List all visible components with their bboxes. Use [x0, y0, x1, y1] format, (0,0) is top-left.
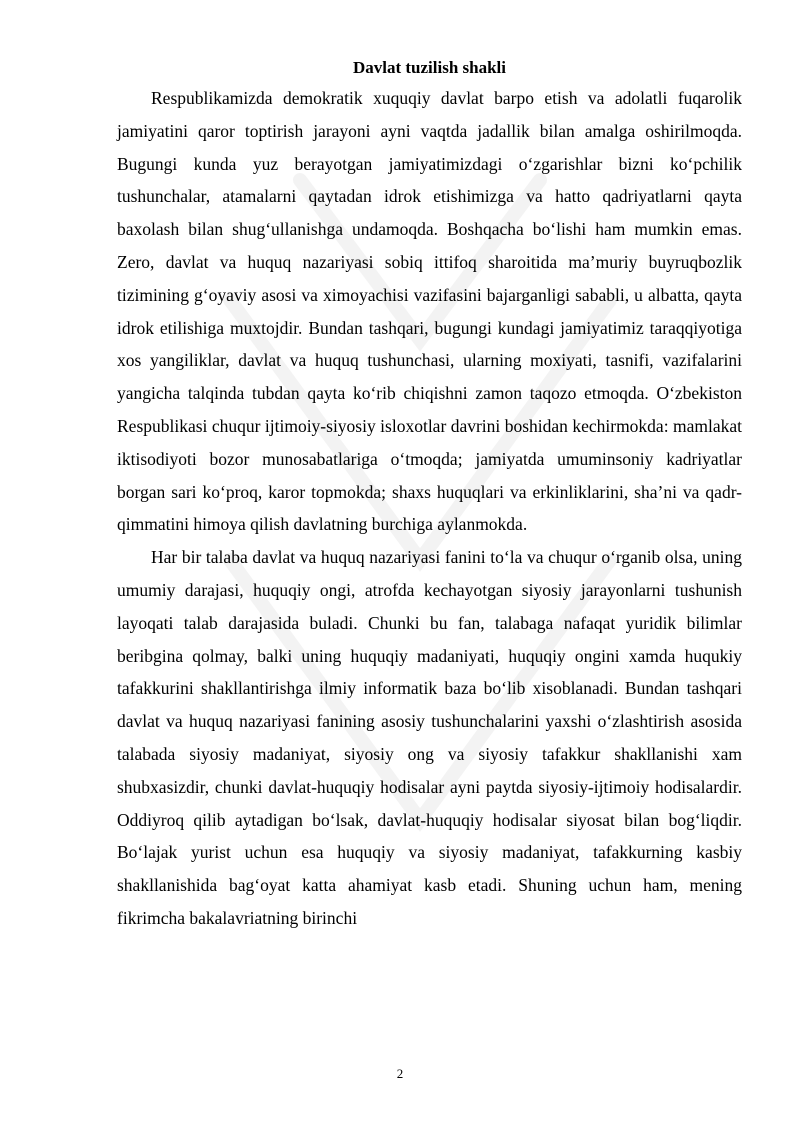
page-number: 2 — [396, 1066, 404, 1081]
paragraph-2: Har bir talaba davlat va huquq nazariyasi fanini toʻla va chuqur oʻrganib olsa, uning umumiy darajasi, huquqiy ongi, atrofda kechayotgan siyosiy jarayonlarni tushunish layoqati talab darajasida buladi. Chunki bu fan, talabaga nafaqat yuridik bilimlar beribgina qolmay, balki uning huquqiy madaniyati, huquqiy ongini xamda huqukiy tafakkurini shakllantirishga ilmiy informatik baza boʻlib xisoblanadi. Bundan tashqari davlat va huquq nazariyasi fanining asosiy tushunchalarini yaxshi oʻzlashtirish asosida talabada siyosiy madaniyat, siyosiy ong va siyosiy tafakkur shakllanishi xam shubxasizdir, chunki davlat-huquqiy hodisalar ayni paytda siyosiy-ijtimoiy hodisalardir. Oddiyroq qilib aytadigan boʻlsak, davlat-huquqiy hodisalar siyosat bilan bogʻliqdir. Boʻlajak yurist uchun esa huquqiy va siyosiy madaniyat, tafakkurning kasbiy shakllanishida bagʻoyat katta ahamiyat kasb etadi. Shuning uchun ham, mening fikrimcha bakalavriatning birinchi — [117, 547, 742, 928]
paragraph-1: Respublikamizda demokratik xuquqiy davlat barpo etish va adolatli fuqarolik jamiyatini qaror toptirish jarayoni ayni vaqtda jadallik bilan amalga oshirilmoqda. Bugungi kunda yuz berayotgan jamiyatimizdagi oʻzgarishlar bizni koʻpchilik tushunchalar, atamalarni qaytadan idrok etishimizga va hatto qadriyatlarni qayta baxolash bilan shugʻullanishga undamoqda. Boshqacha boʻlishi ham mumkin emas. Zero, davlat va huquq nazariyasi sobiq ittifoq sharoitida maʼmuriy buyruqbozlik tizimining gʻoyaviy asosi va ximoyachisi vazifasini bajarganligi sababli, u albatta, qayta idrok etilishiga muxtojdir. Bundan tashqari, bugungi kundagi jamiyatimiz taraqqiyotiga xos yangiliklar, davlat va huquq tushunchasi, ularning moxiyati, tasnifi, vazifalarini yangicha talqinda tubdan qayta koʻrib chiqishni zamon taqozo etmoqda. Oʻzbekiston Respublikasi chuqur ijtimoiy-siyosiy isloxotlar davrini boshidan kechirmokda: mamlakat iktisodiyoti bozor munosabatlariga oʻtmoqda; jamiyatda umuminsoniy kadriyatlar borgan sari koʻproq, karor topmokda; shaxs huquqlari va erkinliklarini, shaʼni va qadr-qimmatini himoya qilish davlatning burchiga aylanmokda. — [117, 88, 742, 535]
document-page — [117, 56, 742, 935]
document-title: Davlat tuzilish shakli — [352, 58, 507, 77]
